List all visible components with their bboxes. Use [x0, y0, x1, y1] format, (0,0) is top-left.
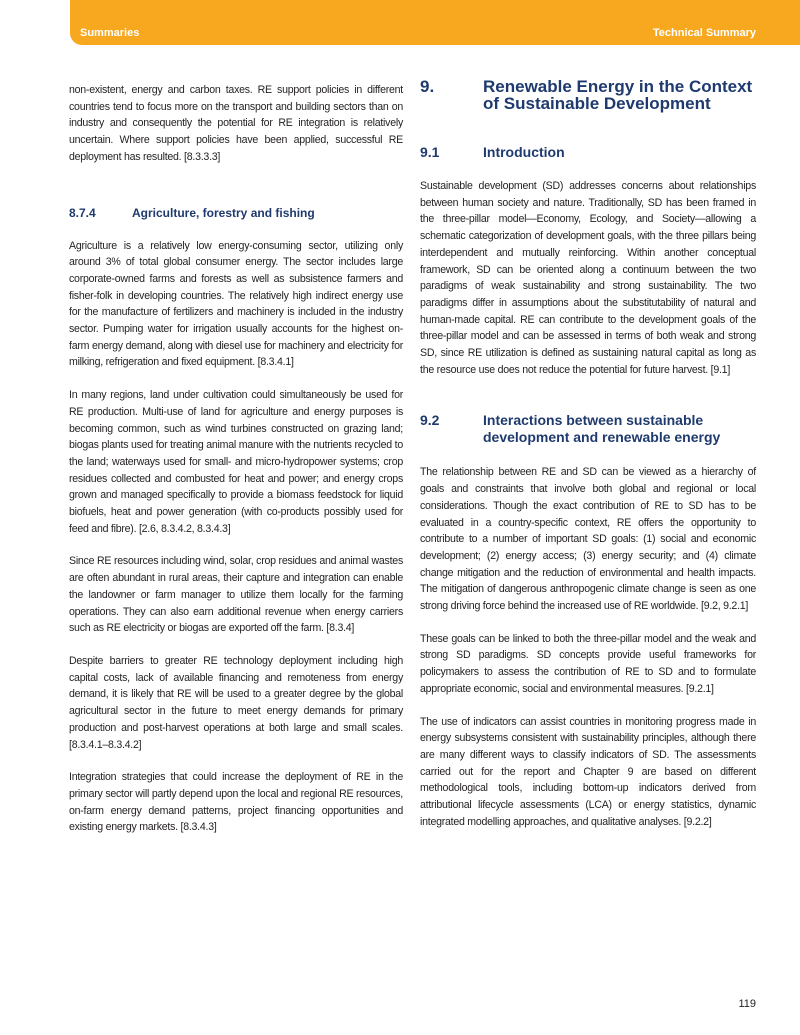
paragraph: Integration strategies that could increase the deployment of RE in the primary sector will partly depend upon the local and regional RE resources, on-farm energy demand patterns, project financing opportunities and existing energy markets. [8.3.4.3] [69, 771, 403, 834]
section-heading-9-1 [420, 144, 756, 161]
section-heading-9-2 [420, 412, 756, 446]
chapter-number: 9. [420, 77, 435, 96]
section-number: 9.2 [420, 412, 440, 429]
page-number: 119 [738, 998, 756, 1010]
right-column [420, 78, 756, 831]
left-column [69, 82, 403, 836]
section-title-line1: Interactions between sustainable [483, 412, 704, 429]
section-heading-8-7-4 [69, 206, 403, 220]
section-title-line2: development and renewable energy [483, 429, 721, 446]
continued-paragraph: non-existent, energy and carbon taxes. RE support policies in different countries tend to focus more on the transport and building sectors than on industry and consequently the potential for RE integration is relatively uncertain. Where support policies have been applied, successful RE deployment has resulted. [8.3.3.3] [69, 84, 403, 163]
chapter-title-line1: Renewable Energy in the Context [483, 77, 753, 96]
paragraph: Since RE resources including wind, solar, crop residues and animal wastes are often abundant in rural areas, their capture and integration can enable the landowner or farm manager to utilize them locally for the farming operations. They can also earn additional revenue when energy carriers such as RE electricity or biogas are exported off the farm. [8.3.4] [69, 555, 403, 635]
paragraph: Agriculture is a relatively low energy-consuming sector, utilizing only around 3% of total global consumer energy. The sector includes large corporate-owned farms and forests as well as subsistence farmers and fisher-folk in developing countries. The relatively high indirect energy use for the manufacture of fertilizers and machinery is included in the industry sector. Pumping water for irrigation usually accounts for the highest on-farm energy demand, along with diesel use for machinery and electricity for milking, refrigeration and fixed equipment. [8.3.4.1] [69, 239, 403, 369]
paragraph: The relationship between RE and SD can be viewed as a hierarchy of goals and constraints that involve both global and regional or local considerations. Though the exact contribution of RE to SD has to be evaluated in a country-specific context, RE offers the opportunity to contribute to a number of important SD goals: (1) social and economic development; (2) energy access; (3) energy security; and (4) climate change mitigation and the reduction of environmental and health impacts. The mitigation of dangerous anthropogenic climate change is seen as one strong driving force behind the increased use of RE worldwide. [9.2, 9.2.1] [420, 466, 756, 613]
section-title [483, 412, 720, 446]
chapter-title-line2: of Sustainable Development [483, 94, 711, 113]
paragraph: Despite barriers to greater RE technology deployment including high capital costs, lack of available financing and remoteness from energy demand, it is likely that RE will be used to a greater degree by the global agricultural sector in the future to meet energy demands for primary production and post-harvest operations at both large and small scales. [8.3.4.1–8.3.4.2] [69, 654, 403, 751]
paragraph: These goals can be linked to both the three-pillar model and the weak and strong SD paradigms. SD concepts provide useful frameworks for policymakers to assess the contribution of RE to SD and to formulate appropriate economic, social and environmental measures. [9.2.1] [420, 632, 756, 695]
paragraph: Sustainable development (SD) addresses concerns about relationships between human society and nature. Traditionally, SD has been framed in the three-pillar model—Economy, Ecology, and Society—allowing a schematic categorization of development goals, with the three pillars being interdependent and mutually reinforcing. Within another conceptual framework, SD can be oriented along a continuum between the two paradigms of weak sustainability and strong sustainability. The two paradigms differ in assumptions about the substitutability of natural and human-made capital. RE can contribute to the development goals of the three-pillar model and can be assessed in terms of both weak and strong SD, since RE utilization is defined as sustaining natural capital as long as the resource use does not reduce the potential for future harvest. [9.1] [420, 180, 756, 376]
paragraph: The use of indicators can assist countries in monitoring progress made in energy subsystems consistent with sustainability principles, although there are many different ways to classify indicators of SD. The assessments carried out for the report and Chapter 9 are based on different methodological tools, including bottom-up indicators derived from attributional lifecycle assessments (LCA) or energy statistics, dynamic integrated modelling approaches, and qualitative analyses. [9.2.2] [420, 715, 756, 828]
section-number: 8.7.4 [69, 205, 96, 220]
section-number: 9.1 [420, 144, 440, 160]
chapter-heading [420, 78, 756, 112]
header-document-label: Technical Summary [652, 27, 756, 39]
paragraph: In many regions, land under cultivation could simultaneously be used for RE production. Multi-use of land for agriculture and energy purposes is becoming common, such as wind turbines constructed on grazing land; biogas plants used for treating animal manure with the nutrients recycled to the land; waterways used for small- and micro-hydropower systems; crop residues collected and combusted for heat and power; and energy crops grown and managed specifically to provide a biomass feedstock for liquid biofuels, heat and power generation (with co-products possibly used for feed and fibre). [2.6, 8.3.4.2, 8.3.4.3] [69, 389, 403, 535]
header-section-label: Summaries [80, 27, 140, 39]
section-title: Agriculture, forestry and fishing [132, 205, 315, 220]
chapter-title [483, 78, 752, 112]
section-title: Introduction [483, 144, 565, 160]
